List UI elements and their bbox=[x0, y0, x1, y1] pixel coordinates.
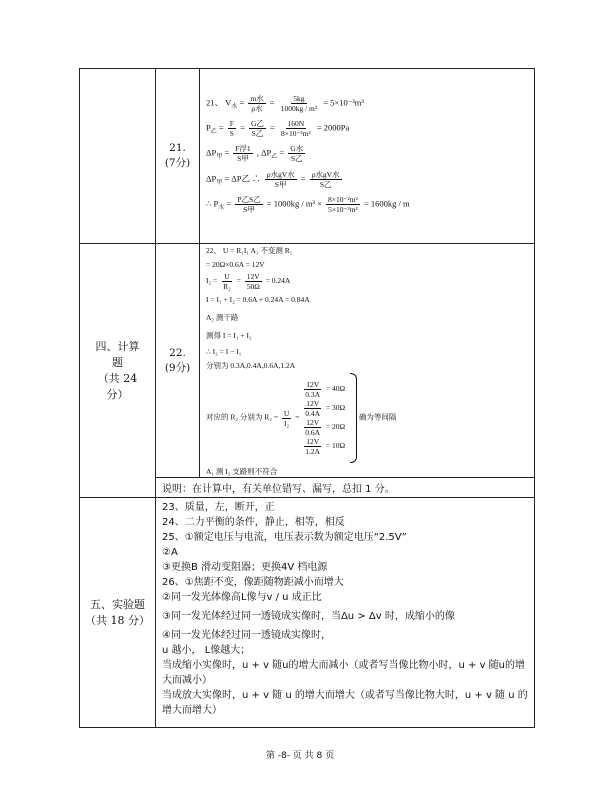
q22-line: I = I₁ + I₂ = 0.6A + 0.24A = 0.84A bbox=[206, 295, 310, 304]
question-score: (7分) bbox=[164, 157, 191, 169]
section-title: 题 bbox=[112, 355, 123, 369]
fraction: $\frac{\text{m水}}{\text{ρ水}}$ bbox=[250, 94, 264, 114]
section-four-cell bbox=[80, 244, 156, 498]
experiment-answers bbox=[156, 498, 535, 728]
row-q21 bbox=[80, 69, 535, 244]
fraction: $\frac{12V}{50\Omega}$ bbox=[246, 272, 260, 291]
fraction: $\frac{\text{G乙}}{\text{S乙}}$ bbox=[251, 119, 264, 139]
question-number: 22. bbox=[169, 346, 186, 359]
q22-line: 测得 I = I₁ + I₂ bbox=[206, 331, 252, 340]
section-points: （共 18 分） bbox=[85, 613, 150, 627]
q22-line: I₂ = $\frac{U}{\text{R₂}}$ = $\frac{12V}{50\Omega}$ = 0.24A bbox=[206, 272, 291, 291]
fraction: $\frac{12V}{0.3A}$ bbox=[305, 380, 321, 399]
solution-22 bbox=[200, 244, 535, 478]
answer-line: 当成放大实像时，u + v 随 u 的增大而增大（或者写当像比物大时，u + v 随 u 的增大而增大） bbox=[162, 690, 528, 716]
section-title: 五、实验题 bbox=[90, 597, 145, 611]
answer-line: 24、二力平衡的条件，静止，相等，相反 bbox=[162, 517, 345, 528]
q21-line-2: $P_乙$ = $\frac{F}{S}$ = $\frac{\text{G乙}}{\text{S乙}}$ = $\frac{160N}{\text{8×10⁻²m²}}$ = 2000Pa bbox=[206, 119, 350, 139]
question-21-cell bbox=[156, 69, 200, 244]
answer-line: ②A bbox=[162, 547, 178, 558]
question-score: (9分) bbox=[164, 361, 191, 374]
answer-line: 25、①额定电压与电流，电压表示数为额定电压“2.5V” bbox=[162, 532, 407, 543]
row-q22 bbox=[80, 244, 535, 478]
fraction: $\frac{12V}{0.4A}$ bbox=[305, 399, 321, 418]
fraction: $\frac{\text{G水}}{\text{S乙}}$ bbox=[290, 144, 304, 164]
fraction: $\frac{5kg}{\text{1000kg / m³}}$ bbox=[280, 94, 318, 114]
q21-line-4: $\Delta P_甲 = \Delta P$乙 ∴ $\frac{\text{ρ水gV水}}{\text{S甲}}$ = $\frac{\text{ρ水gV水}}{\text{S乙}}$ bbox=[206, 169, 340, 189]
fraction: $\frac{\text{ρ水gV水}}{\text{S乙}}$ bbox=[311, 169, 340, 189]
q22-line: 对应的 R₂ 分别为 R₂ = $\frac{U}{\text{I₂}}$ = $\frac{12V}{0.3A}$ = 40Ω $\frac{12V}{0.4A}$ = 30Ω $\frac{12V}{0.6A}$ = 20Ω $\frac{12V}{1.2A}$ = 10Ω 确为等间隔 bbox=[206, 373, 534, 463]
question-22-cell bbox=[156, 244, 200, 478]
fraction: $\frac{F}{S}$ bbox=[229, 119, 234, 139]
q21-line-5: ∴ $P_水$ = $\frac{\text{P乙S乙}}{\text{S甲}}$ = 1000kg / m³ × $\frac{\text{8×10⁻²m²}}{\text{5×10⁻²m²}}$ = 1600kg / m bbox=[206, 194, 410, 214]
fraction-list: $\frac{12V}{0.3A}$ = 40Ω $\frac{12V}{0.4A}$ = 30Ω $\frac{12V}{0.6A}$ = 20Ω $\frac{12V}{1.2A}$ = 10Ω bbox=[305, 380, 346, 456]
q22-line: ∴ I₂ = I − I₁ bbox=[206, 347, 242, 356]
brace bbox=[350, 373, 357, 463]
answer-line: ③同一发光体经过同一透镜成实像时，当Δu > Δv 时，成缩小的像 bbox=[162, 611, 455, 622]
fraction: $\frac{U}{\text{R₂}}$ bbox=[223, 272, 231, 291]
section-five-cell bbox=[80, 498, 156, 728]
fraction: $\frac{\text{8×10⁻²m²}}{\text{5×10⁻²m²}}$ bbox=[328, 194, 358, 214]
answer-table bbox=[79, 68, 535, 728]
question-number: 21. bbox=[169, 142, 186, 154]
answer-line: ③更换B 滑动变阻器；更换4V 档电源 bbox=[162, 562, 328, 573]
answer-line: ④同一发光体经过同一透镜成实像时， bbox=[162, 630, 331, 641]
fraction: $\frac{160N}{\text{8×10⁻²m²}}$ bbox=[280, 119, 311, 139]
q22-line: 分别为 0.3A,0.4A,0.6A,1.2A bbox=[206, 361, 296, 370]
section-points: （共 24 bbox=[97, 371, 138, 385]
fraction: $\frac{U}{\text{I₂}}$ bbox=[283, 408, 290, 428]
answer-line: 26、①焦距不变，像距随物距减小而增大 bbox=[162, 577, 344, 588]
q22-line: 22、 U = R₁I₁ A₁ 不变测 R₁ bbox=[206, 246, 293, 255]
solution-21 bbox=[200, 69, 535, 244]
fraction: $\frac{12V}{0.6A}$ bbox=[305, 418, 321, 437]
note-cell: 说明：在计算中，有关单位错写、漏写，总扣 1 分。 bbox=[156, 478, 535, 498]
row-section5 bbox=[80, 498, 535, 728]
section-cell-empty bbox=[80, 69, 156, 244]
q21-line-1: 21、 $V_水$ = $\frac{\text{m水}}{\text{ρ水}}$ = $\frac{5kg}{\text{1000kg / m³}}$ = 5×10⁻³m³ bbox=[206, 94, 364, 114]
section-title: 四、计算 bbox=[95, 339, 140, 353]
q21-line-3: $\Delta P_甲$ = $\frac{\text{F浮1}}{\text{S甲}}$ , $\Delta P_乙$ = $\frac{\text{G水}}{\text{S乙}}$ bbox=[206, 144, 304, 164]
answer-line: ②同一发光体像高L像与v / u 成正比 bbox=[162, 592, 322, 603]
q22-line: A₂ 测干路 bbox=[206, 313, 239, 322]
fraction: $\frac{\text{F浮1}}{\text{S甲}}$ bbox=[235, 144, 251, 164]
q22-line: = 20Ω×0.6A = 12V bbox=[206, 260, 265, 269]
q22-line: A₁ 测 I₂ 支路则不符合 bbox=[206, 467, 278, 476]
answer-line: 23、质量，左，断开，正 bbox=[162, 502, 275, 513]
page-footer: 第 -8- 页 共 8 页 bbox=[265, 751, 335, 761]
answer-line: u 越小， L像越大； bbox=[162, 645, 251, 656]
section-points: 分） bbox=[106, 387, 129, 401]
fraction: $\frac{\text{ρ水gV水}}{\text{S甲}}$ bbox=[266, 169, 295, 189]
fraction: $\frac{\text{P乙S乙}}{\text{S甲}}$ bbox=[237, 194, 261, 214]
answer-line: 当成缩小实像时，u + v 随u的增大而减小（或者写当像比物小时，u + v 随u的增大而减小） bbox=[162, 660, 526, 686]
fraction: $\frac{12V}{1.2A}$ bbox=[305, 437, 321, 456]
